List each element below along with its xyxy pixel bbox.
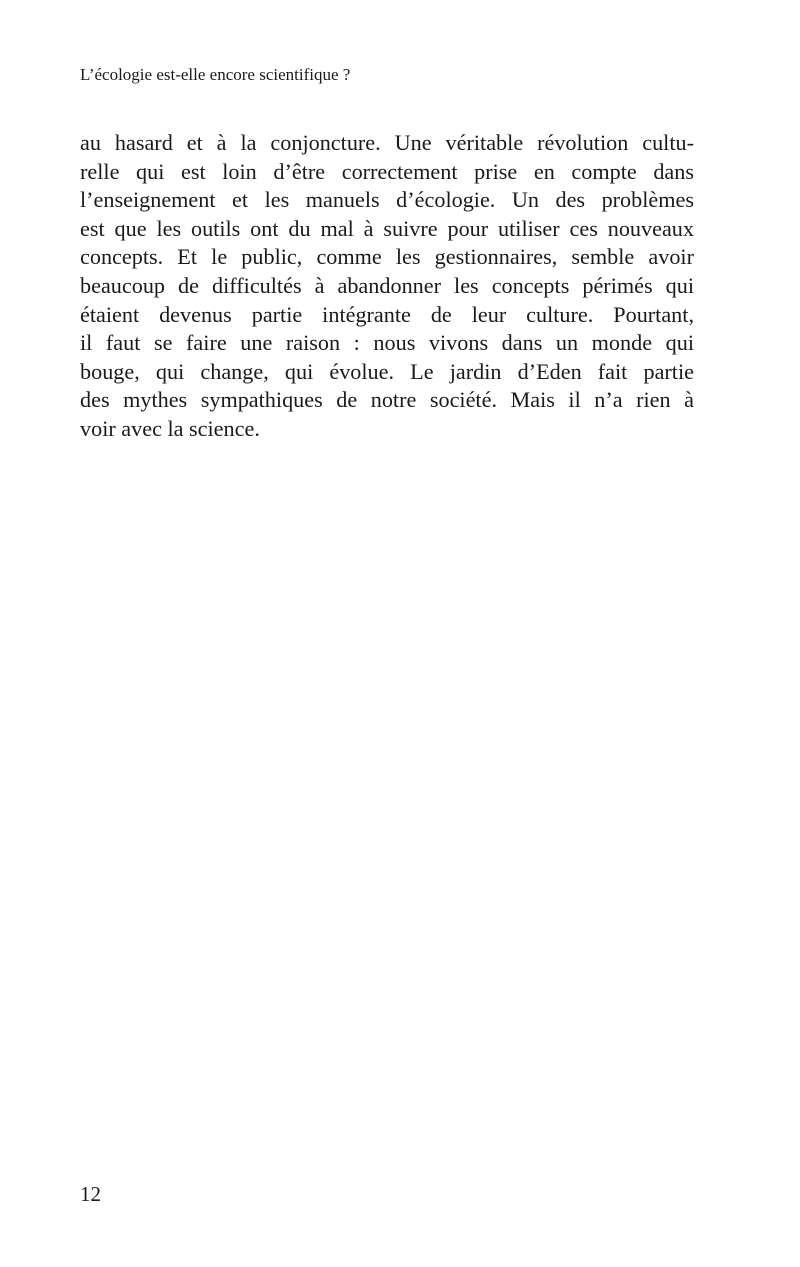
body-paragraph	[80, 129, 694, 444]
paragraph-line: beaucoup de difficultés à abandonner les concepts périmés qui	[80, 272, 694, 298]
page-number: 12	[80, 1182, 101, 1206]
paragraph-line: relle qui est loin d’être correctement prise en compte dans	[80, 158, 694, 184]
paragraph-line: étaient devenus partie intégrante de leur culture. Pourtant,	[80, 301, 694, 327]
paragraph-line: des mythes sympathiques de notre société. Mais il n’a rien à	[80, 387, 694, 413]
paragraph-line: voir avec la science.	[80, 415, 260, 441]
paragraph-line: concepts. Et le public, comme les gestionnaires, semble avoir	[80, 244, 694, 270]
paragraph-line: au hasard et à la conjoncture. Une véritable révolution cultu-	[80, 130, 694, 155]
paragraph-line: il faut se faire une raison : nous vivons dans un monde qui	[80, 330, 694, 356]
running-head: L’écologie est-elle encore scientifique ?	[80, 65, 351, 84]
paragraph-line: l’enseignement et les manuels d’écologie. Un des problèmes	[80, 187, 694, 213]
paragraph-line: bouge, qui change, qui évolue. Le jardin d’Eden fait partie	[80, 358, 694, 384]
paragraph-line: est que les outils ont du mal à suivre pour utiliser ces nouveaux	[80, 215, 694, 241]
